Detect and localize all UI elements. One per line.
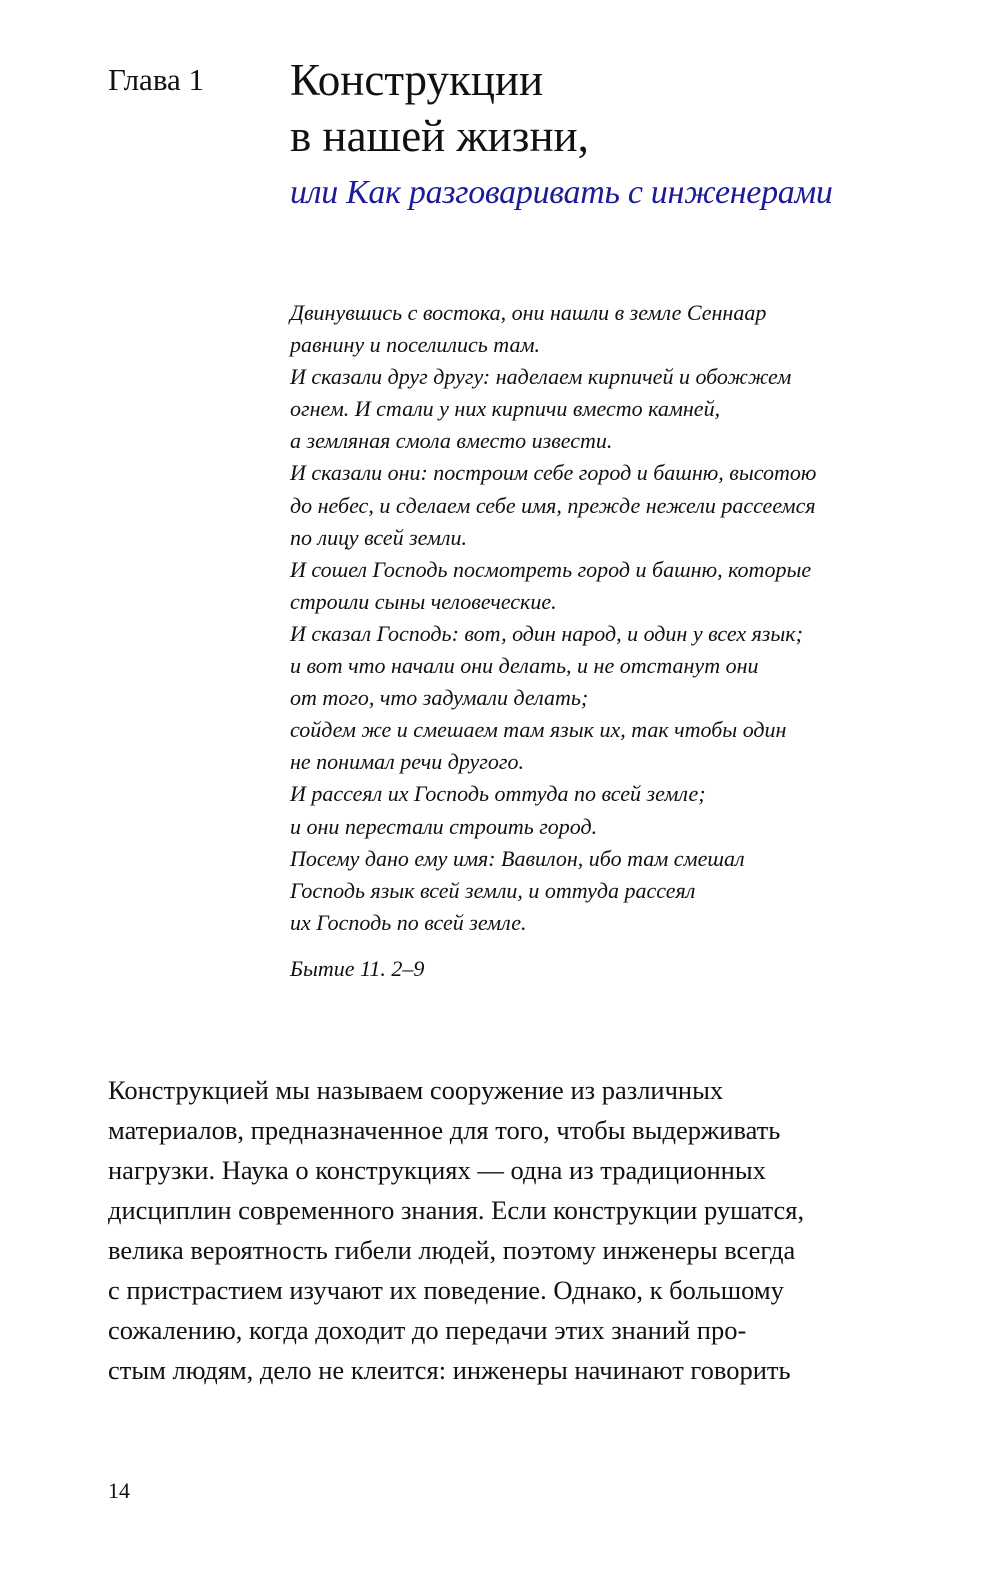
epigraph-line: не понимал речи другого.	[290, 749, 524, 775]
body-line: дисциплин современного знания. Если конструкции рушатся,	[108, 1195, 805, 1225]
epigraph	[290, 297, 816, 939]
epigraph-line: до небес, и сделаем себе имя, прежде нежели рассеемся	[290, 492, 816, 518]
epigraph-line: их Господь по всей земле.	[290, 909, 527, 935]
epigraph-line: И сказали друг другу: наделаем кирпичей и обожжем	[290, 364, 792, 390]
body-line: нагрузки. Наука о конструкциях — одна из традиционных	[108, 1155, 766, 1185]
body-line: велика вероятность гибели людей, поэтому инженеры всегда	[108, 1235, 796, 1265]
body-line: стым людям, дело не клеится: инженеры начинают говорить	[108, 1355, 791, 1385]
page-number: 14	[108, 1478, 130, 1503]
epigraph-source: Бытие 11. 2–9	[290, 956, 425, 981]
epigraph-line: строили сыны человеческие.	[290, 588, 557, 614]
body-line: Конструкцией мы называем сооружение из различных	[108, 1075, 724, 1105]
epigraph-line: а земляная смола вместо извести.	[290, 428, 613, 454]
body-line: материалов, предназначенное для того, чтобы выдерживать	[108, 1115, 781, 1145]
epigraph-line: сойдем же и смешаем там язык их, так чтобы один	[290, 717, 787, 743]
body-line: с пристрастием изучают их поведение. Однако, к большому	[108, 1275, 784, 1305]
epigraph-line: огнем. И стали у них кирпичи вместо камней,	[290, 396, 721, 422]
title-line: Конструкции	[290, 55, 544, 105]
epigraph-line: по лицу всей земли.	[290, 524, 467, 550]
epigraph-line: И сказал Господь: вот, один народ, и один у всех язык;	[290, 620, 803, 646]
epigraph-line: от того, что задумали делать;	[290, 685, 589, 711]
epigraph-line: Двинувшись с востока, они нашли в земле Сеннаар	[290, 300, 767, 325]
chapter-title	[290, 52, 589, 164]
epigraph-line: равнину и поселились там.	[290, 332, 540, 358]
epigraph-line: и они перестали строить город.	[290, 813, 598, 839]
body-line: сожалению, когда доходит до передачи этих знаний про-	[108, 1315, 747, 1345]
epigraph-line: И рассеял их Господь оттуда по всей земле;	[290, 781, 706, 807]
epigraph-line: Посему дано ему имя: Вавилон, ибо там смешал	[290, 845, 745, 871]
title-line: в нашей жизни,	[290, 111, 589, 161]
chapter-label: Глава 1	[108, 62, 205, 97]
body-text	[108, 1070, 804, 1390]
epigraph-line: И сказали они: построим себе город и башню, высотою	[290, 460, 817, 486]
epigraph-line: и вот что начали они делать, и не отстанут они	[290, 653, 759, 679]
chapter-subtitle: или Как разговаривать с инженерами	[290, 174, 833, 211]
epigraph-line: И сошел Господь посмотреть город и башню, которые	[290, 556, 812, 582]
epigraph-line: Господь язык всей земли, и оттуда рассеял	[290, 877, 696, 903]
